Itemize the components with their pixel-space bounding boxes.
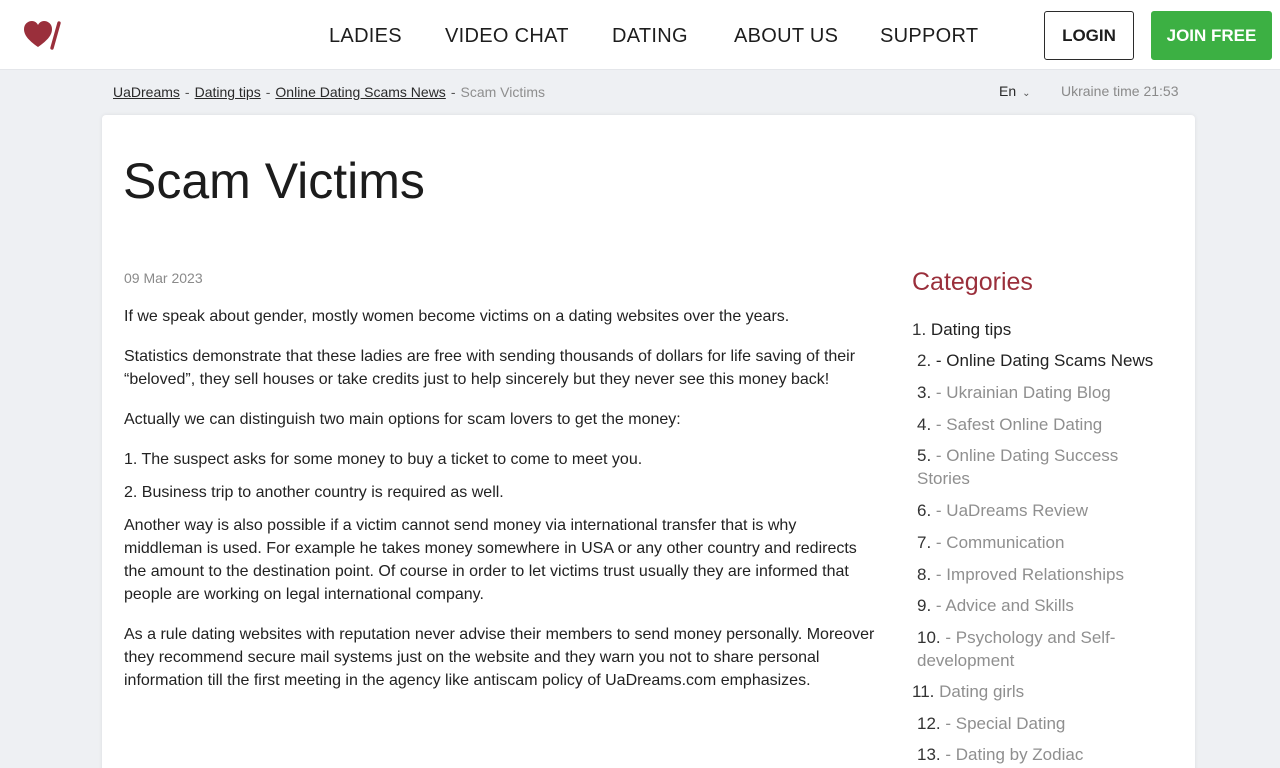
article-paragraph: If we speak about gender, mostly women become victims on a dating websites over the years. [124,308,790,325]
article-paragraph: Another way is also possible if a victim cannot send money via international transfer that is why middleman is used. For example he takes money somewhere in USA or any other country and redirects the amount to the destination point. Of course in order to let victims trust usually they are informed that people are working on legal international company. [124,517,857,603]
category-label: Dating tips [930,320,1012,339]
category-label: - Online Dating Scams News [935,351,1154,370]
top-header [0,0,1280,70]
page-title: Scam Victims [123,153,425,209]
category-number: 9. [917,596,932,615]
nav-dating[interactable]: DATING [612,25,688,47]
category-number: 7. [917,533,932,552]
category-item[interactable] [917,381,1177,404]
breadcrumb-current: Scam Victims [460,84,546,100]
category-number: 6. [917,501,932,520]
nav-ladies[interactable]: LADIES [329,25,402,47]
article-paragraph: Actually we can distinguish two main options for scam lovers to get the money: [124,411,681,428]
category-item[interactable] [917,563,1177,586]
category-item[interactable] [912,680,1172,703]
category-label: - Online Dating Success Stories [917,446,1119,488]
category-item[interactable] [917,626,1137,672]
category-number: 1. [912,320,927,339]
category-label: - Dating by Zodiac [945,745,1084,764]
nav-support[interactable]: SUPPORT [880,25,979,47]
category-item[interactable] [917,499,1177,522]
article-body [124,267,879,709]
ukraine-time: Ukraine time 21:53 [1061,83,1179,99]
category-number: 12. [917,714,941,733]
category-label: - Safest Online Dating [935,415,1103,434]
category-item[interactable] [917,531,1177,554]
join-free-button[interactable]: JOIN FREE [1151,11,1272,60]
category-label: - Psychology and Self-development [917,628,1116,670]
breadcrumb-separator: - [184,84,190,100]
heart-logo-icon[interactable] [24,20,64,50]
breadcrumb [113,84,545,100]
breadcrumb-link-dating-tips[interactable]: Dating tips [194,84,261,100]
scam-options-list [124,448,879,504]
article-date: 09 Mar 2023 [124,270,203,286]
list-item: 1. The suspect asks for some money to buy a ticket to come to meet you. [124,451,643,468]
category-label: - Improved Relationships [935,565,1124,584]
category-label: - Special Dating [945,714,1066,733]
breadcrumb-separator: - [265,84,271,100]
category-number: 5. [917,446,932,465]
category-label: - UaDreams Review [935,501,1089,520]
list-item: 2. Business trip to another country is required as well. [124,484,504,501]
category-label: Dating girls [939,682,1025,701]
category-number: 10. [917,628,941,647]
category-label: - Advice and Skills [935,596,1074,615]
chevron-down-icon: ⌄ [1022,88,1031,99]
category-number: 3. [917,383,932,402]
category-item[interactable] [917,413,1177,436]
nav-about-us[interactable]: ABOUT US [734,25,839,47]
category-number: 2. [917,351,932,370]
category-number: 13. [917,745,941,764]
category-item[interactable] [917,594,1177,617]
login-button[interactable]: LOGIN [1044,11,1134,60]
breadcrumb-link-scams-news[interactable]: Online Dating Scams News [275,84,446,100]
breadcrumb-link-uadreams[interactable]: UaDreams [113,84,180,100]
nav-video-chat[interactable]: VIDEO CHAT [445,25,569,47]
categories-title: Categories [912,268,1033,296]
article-paragraph: Statistics demonstrate that these ladies are free with sending thousands of dollars for life saving of their “beloved”, they sell houses or take credits just to help sincerely but they never see this money back! [124,348,856,388]
category-item[interactable] [912,318,1172,341]
category-item[interactable] [917,349,1177,372]
category-number: 11. [912,682,935,701]
category-number: 4. [917,415,932,434]
category-item[interactable] [917,712,1177,735]
category-number: 8. [917,565,932,584]
category-item[interactable] [917,743,1177,766]
article-paragraph: As a rule dating websites with reputation never advise their members to send money personally. Moreover they recommend secure mail systems just on the website and they warn you not to share personal information till the first meeting in the agency like antiscam policy of UaDreams.com emphasizes. [124,626,875,689]
language-selector[interactable] [999,83,1031,99]
breadcrumb-separator: - [450,84,456,100]
language-label: En [999,83,1017,99]
category-label: - Ukrainian Dating Blog [935,383,1111,402]
category-item[interactable] [917,444,1137,490]
category-label: - Communication [935,533,1065,552]
